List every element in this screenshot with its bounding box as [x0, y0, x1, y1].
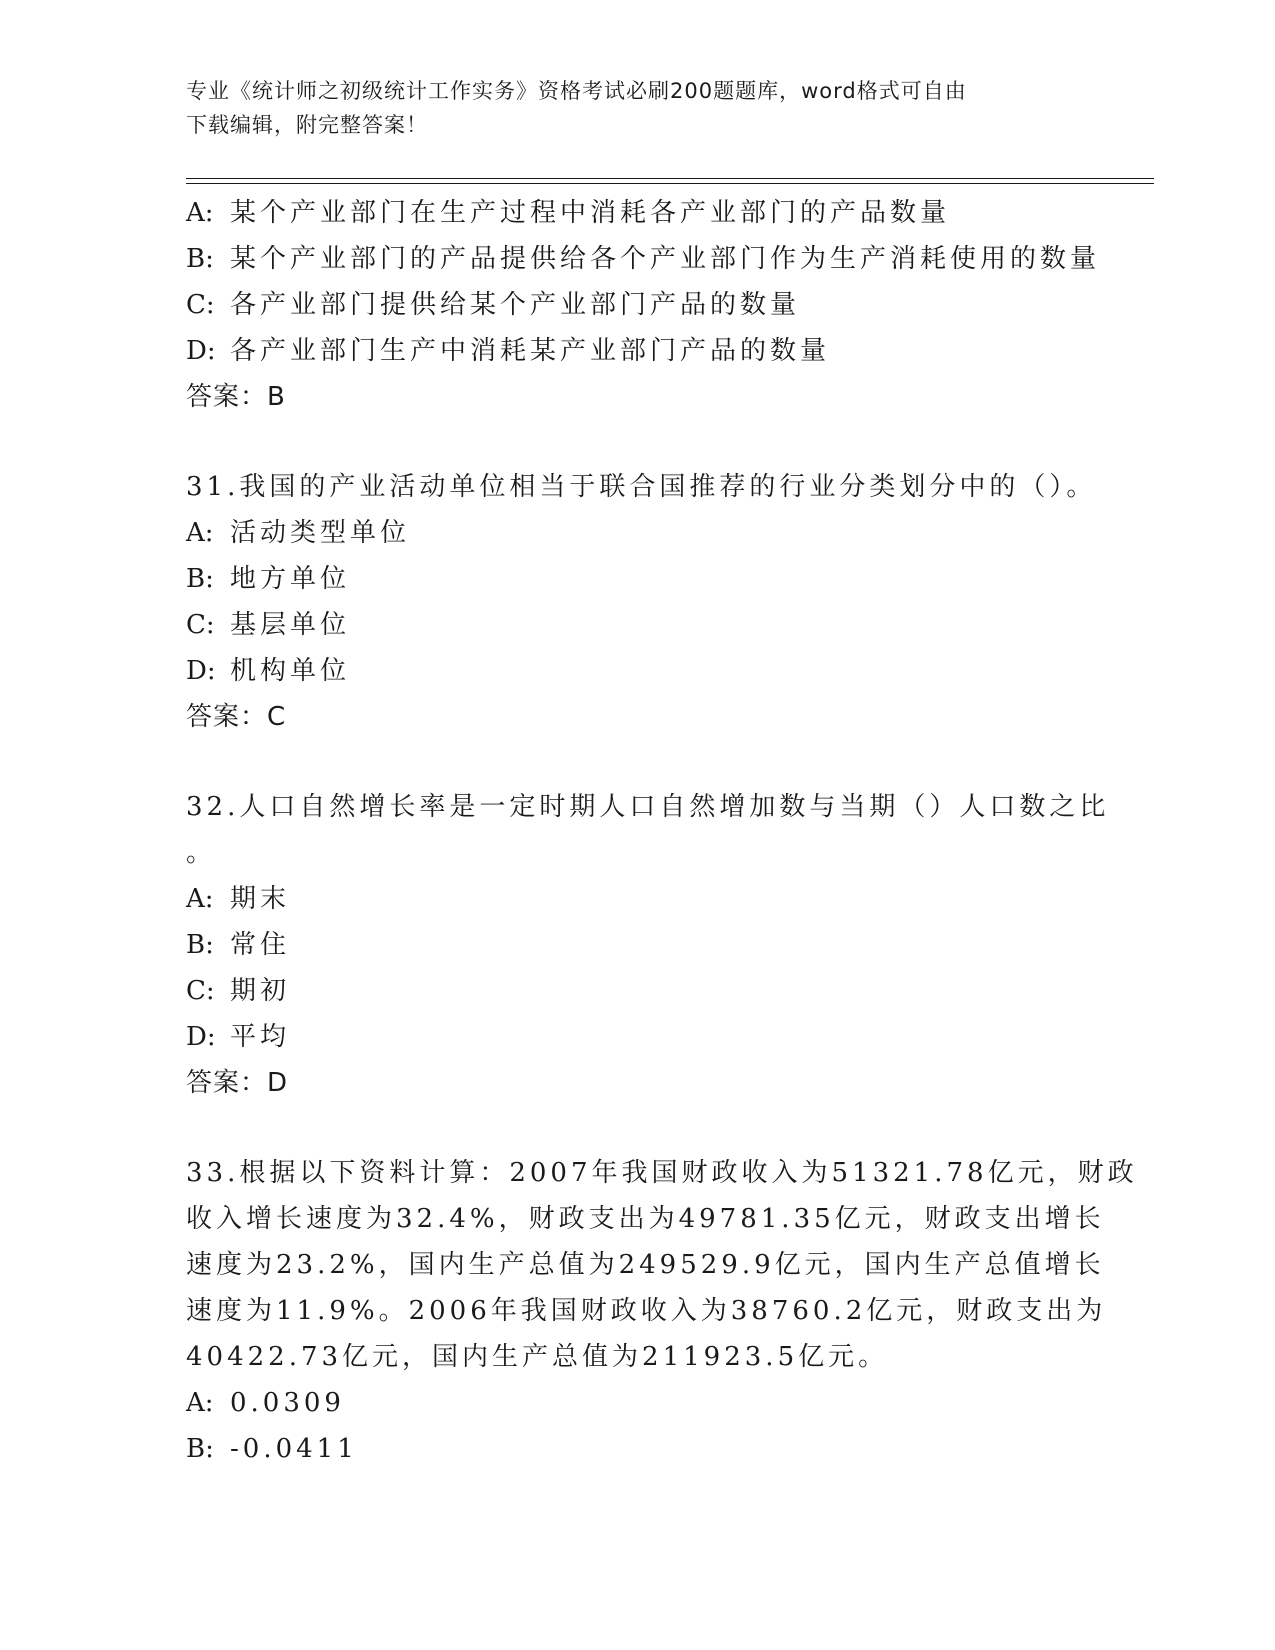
answer: 答案：D [186, 1068, 289, 1098]
header-line-1: 专业《统计师之初级统计工作实务》资格考试必刷200题题库，word格式可自由 [186, 79, 967, 103]
option-c: C: 期初 [186, 976, 291, 1006]
option-b: B: 某个产业部门的产品提供给各个产业部门作为生产消耗使用的数量 [186, 244, 1101, 274]
option-b: B: 常住 [186, 930, 291, 960]
question-30 [186, 190, 1101, 420]
question-stem-continued: 。 [186, 838, 217, 868]
question-33 [186, 1150, 1138, 1472]
question-32 [186, 784, 1110, 1106]
option-d: D: 各产业部门生产中消耗某产业部门产品的数量 [186, 336, 831, 366]
question-stem: 31.我国的产业活动单位相当于联合国推荐的行业分类划分中的（）。 [186, 472, 1097, 502]
question-list [186, 190, 1138, 1472]
option-a: A: 活动类型单位 [186, 518, 411, 548]
option-b: B: -0.0411 [186, 1434, 358, 1464]
question-stem: 33.根据以下资料计算：2007年我国财政收入为51321.78亿元，财政 [186, 1158, 1138, 1188]
option-d: D: 机构单位 [186, 656, 351, 686]
answer: 答案：C [186, 702, 287, 732]
question-stem-continued: 速度为23.2%，国内生产总值为249529.9亿元，国内生产总值增长 [186, 1250, 1105, 1280]
option-b: B: 地方单位 [186, 564, 351, 594]
option-a: A: 0.0309 [186, 1388, 345, 1418]
question-stem-continued: 收入增长速度为32.4%，财政支出为49781.35亿元，财政支出增长 [186, 1204, 1105, 1234]
option-c: C: 各产业部门提供给某个产业部门产品的数量 [186, 290, 801, 320]
option-a: A: 某个产业部门在生产过程中消耗各产业部门的产品数量 [186, 198, 951, 228]
question-stem: 32.人口自然增长率是一定时期人口自然增加数与当期（）人口数之比 [186, 792, 1110, 822]
document-header [186, 74, 1066, 142]
option-a: A: 期末 [186, 884, 291, 914]
header-line-2: 下载编辑，附完整答案！ [186, 113, 428, 137]
option-c: C: 基层单位 [186, 610, 351, 640]
header-divider-top [186, 178, 1154, 179]
answer: 答案：B [186, 382, 286, 412]
question-stem-continued: 速度为11.9%。2006年我国财政收入为38760.2亿元，财政支出为 [186, 1296, 1107, 1326]
option-d: D: 平均 [186, 1022, 291, 1052]
question-stem-continued: 40422.73亿元，国内生产总值为211923.5亿元。 [186, 1342, 889, 1372]
header-divider-bottom [186, 183, 1154, 184]
question-31 [186, 464, 1097, 740]
